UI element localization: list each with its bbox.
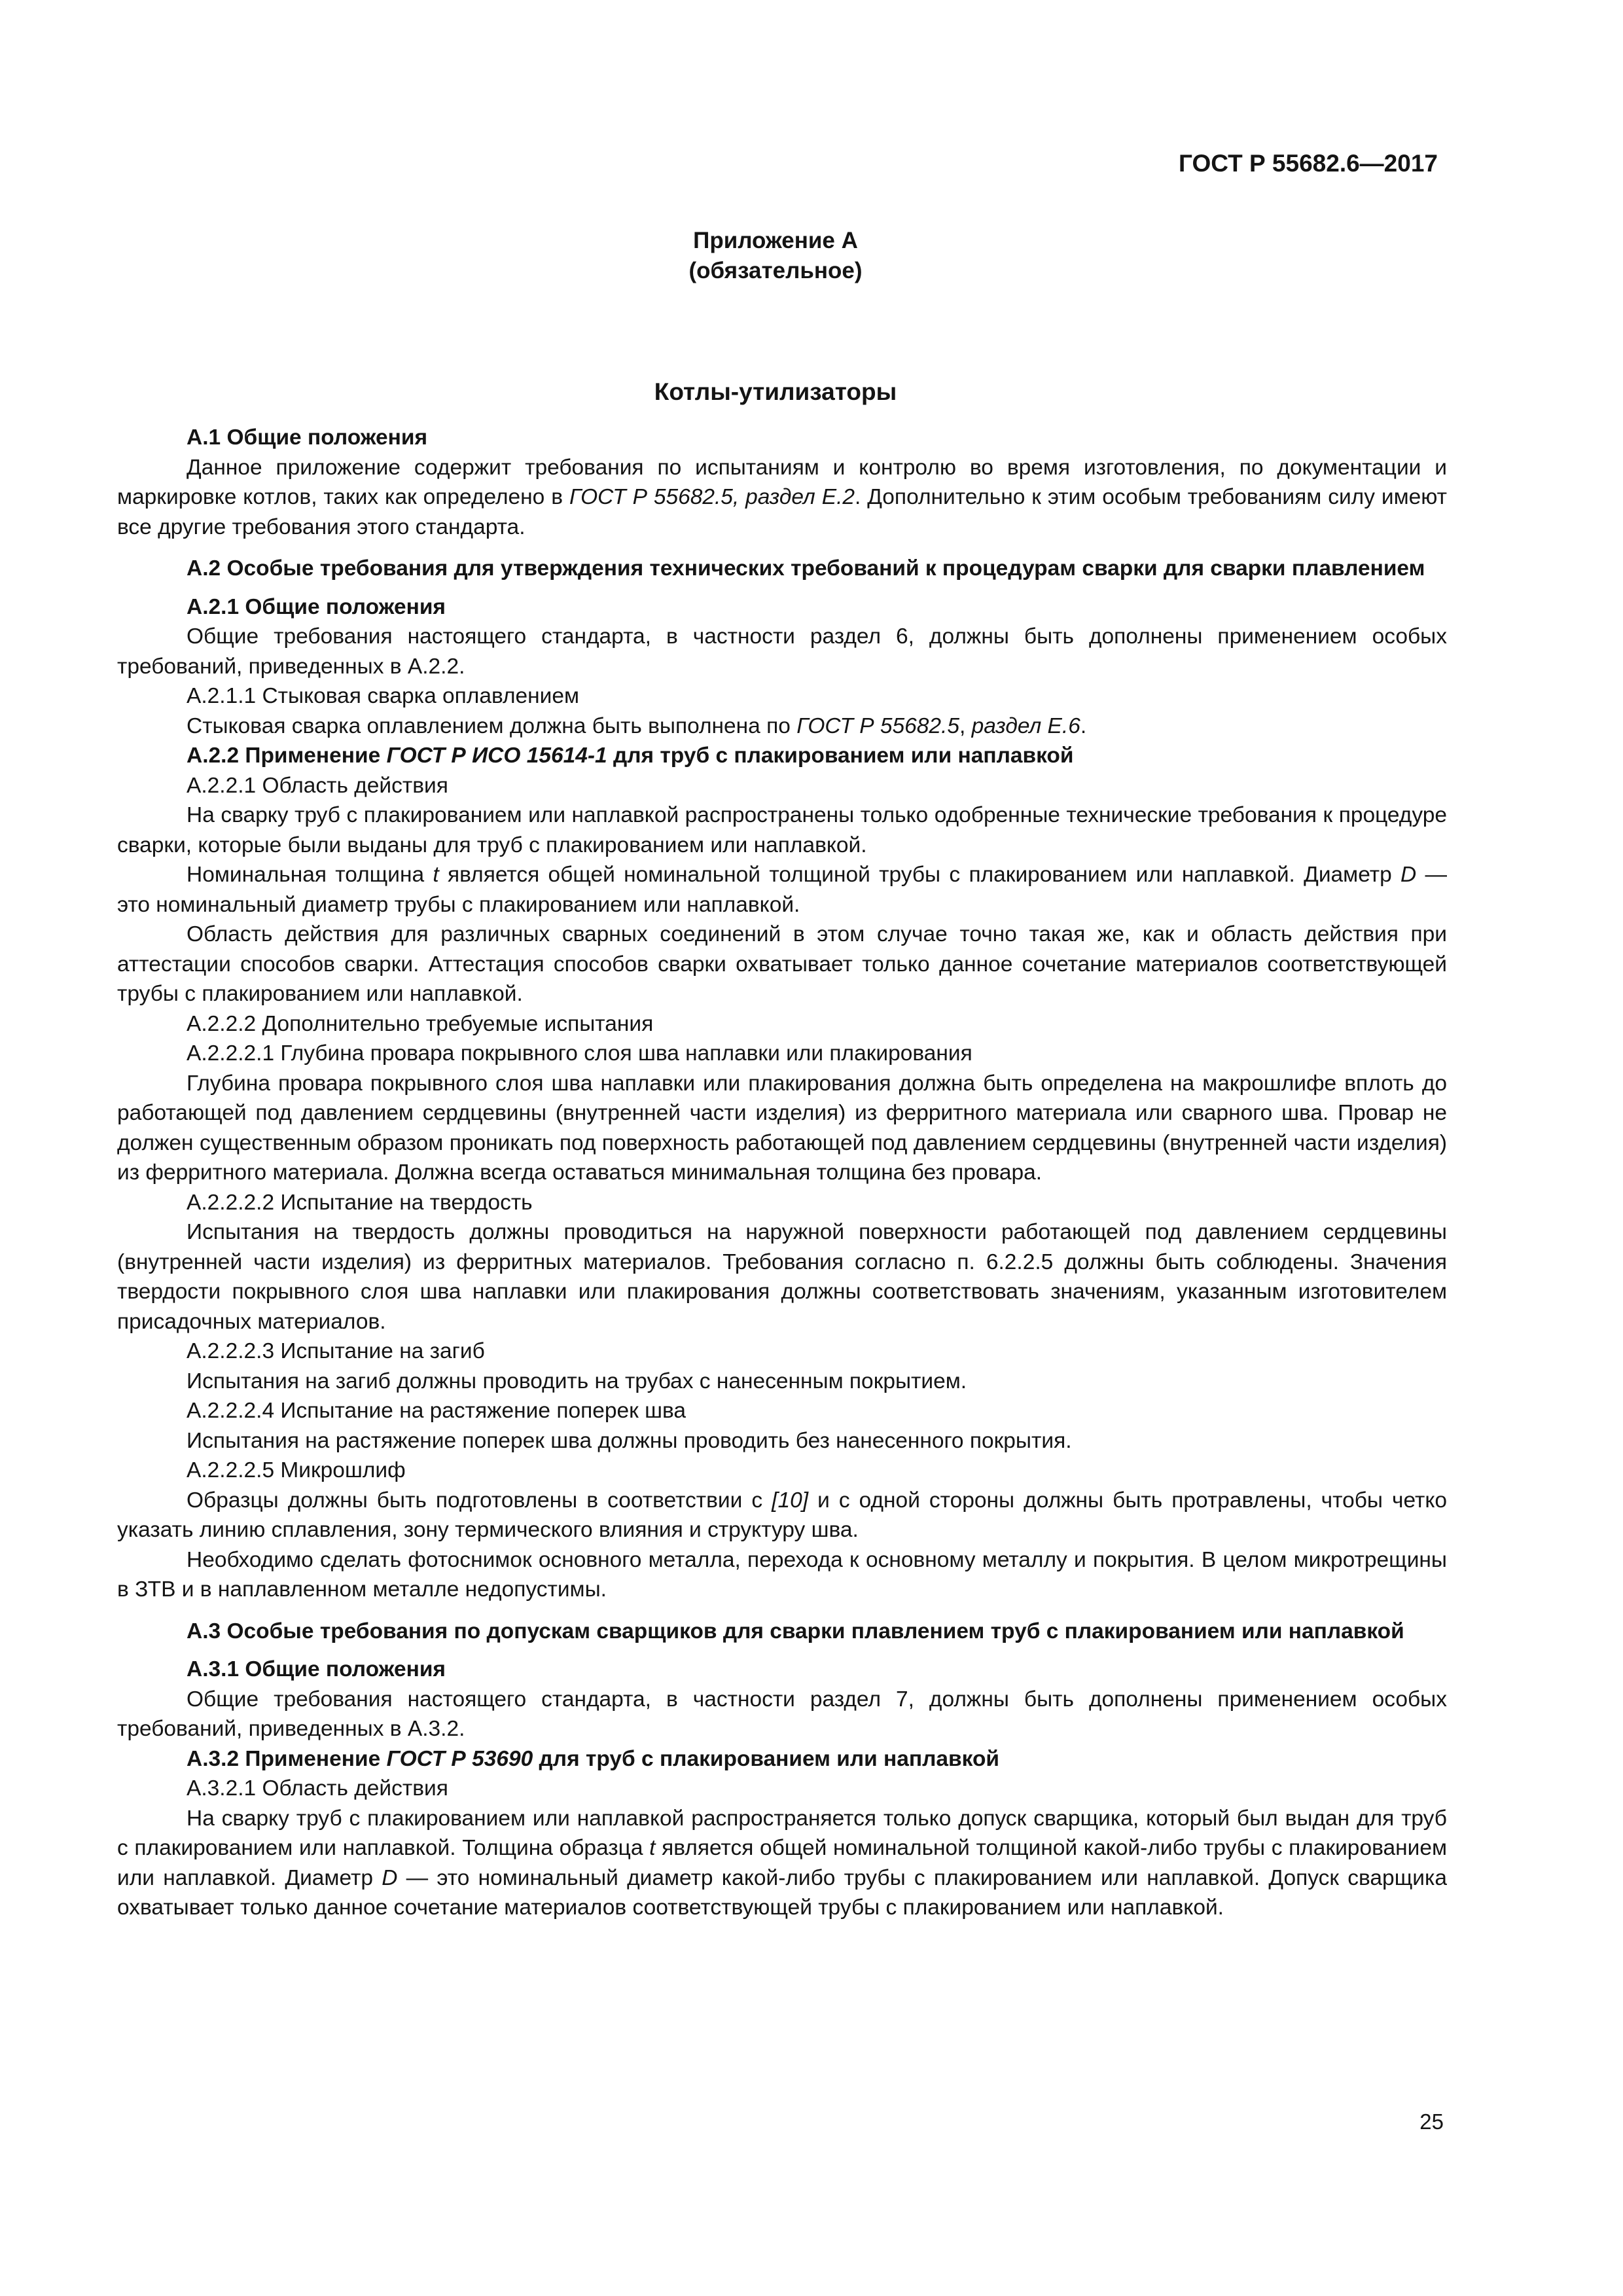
- section-a1-paragraph: Данное приложение содержит требования по испытаниям и контролю во время изготовления, по документации и маркировке котлов, таких как определено в ГОСТ Р 55682.5, раздел Е.2. Дополнительно к этим особым требованиям силу имеют все другие требования этого стандарта.: [117, 455, 1447, 539]
- section-a2224-title: А.2.2.2.4 Испытание на растяжение поперек шва: [187, 1399, 687, 1423]
- section-a221-title: А.2.2.1 Область действия: [187, 773, 448, 798]
- section-a2224-paragraph: Испытания на растяжение поперек шва должны проводить без нанесенного покрытия.: [187, 1428, 1072, 1453]
- section-a2222-paragraph: Испытания на твердость должны проводиться на наружной поверхности работающей под давлением сердцевины (внутренней части изделия) из ферритных материалов. Требования согласно п. 6.2.2.5 должны быть соблюдены. Значения твердости покрывного слоя шва наплавки или плакирования должны соответствовать значениям, указанным изготовителем присадочных материалов.: [117, 1220, 1447, 1334]
- page-title: Котлы-утилизаторы: [654, 378, 897, 405]
- section-a2223-title: А.2.2.2.3 Испытание на загиб: [187, 1339, 485, 1363]
- section-a21-heading: А.2.1 Общие положения: [187, 594, 446, 619]
- section-a2225-paragraph-2: Необходимо сделать фотоснимок основного металла, перехода к основному металлу и покрытия. В целом микротрещины в ЗТВ и в наплавленном металле недопустимы.: [117, 1547, 1447, 1602]
- section-a2225-paragraph-1: Образцы должны быть подготовлены в соответствии с [10] и с одной стороны должны быть протравлены, чтобы четко указать линию сплавления, зону термического влияния и структуру шва.: [117, 1488, 1447, 1542]
- section-a221-paragraph-2: Номинальная толщина t является общей номинальной толщиной трубы с плакированием или наплавкой. Диаметр D — это номинальный диаметр трубы с плакированием или наплавкой.: [117, 863, 1447, 917]
- section-a2221-title: А.2.2.2.1 Глубина провара покрывного слоя шва наплавки или плакирования: [187, 1041, 972, 1066]
- section-a3-heading: А.3 Особые требования по допускам сварщиков для сварки плавлением труб с плакированием или наплавкой: [187, 1619, 1404, 1643]
- section-a321-paragraph: На сварку труб с плакированием или наплавкой распространяется только допуск сварщика, который был выдан для труб с плакированием или наплавкой. Толщина образца t является общей номинальной толщиной какой-либо трубы с плакированием или наплавкой. Диаметр D — это номинальный диаметр какой-либо трубы с плакированием или наплавкой. Допуск сварщика охватывает только данное сочетание материалов соответствующей трубы с плакированием или наплавкой.: [117, 1806, 1448, 1920]
- section-a221-paragraph-3: Область действия для различных сварных соединений в этом случае точно такая же, как и область действия при аттестации способов сварки. Аттестация способов сварки охватывает только данное сочетание материалов соответствующей трубы с плакированием или наплавкой.: [117, 922, 1447, 1006]
- section-a2221-paragraph: Глубина провара покрывного слоя шва наплавки или плакирования должна быть определена на макрошлифе вплоть до работающей под давлением сердцевины (внутренней части изделия) из ферритного материала или сварного шва. Провар не должен существенным образом проникать под поверхность работающей под давлением сердцевины (внутренней части изделия) из ферритного материала. Должна всегда оставаться минимальная толщина без провара.: [117, 1071, 1447, 1185]
- section-a31-paragraph: Общие требования настоящего стандарта, в частности раздел 7, должны быть дополнены применением особых требований, приведенных в А.3.2.: [117, 1687, 1447, 1741]
- standard-reference: ГОСТ Р 55682.5, раздел Е.2: [569, 485, 855, 509]
- document-body: [117, 423, 1447, 1923]
- section-a2225-title: А.2.2.2.5 Микрошлиф: [187, 1458, 406, 1482]
- section-a2222-title: А.2.2.2.2 Испытание на твердость: [187, 1190, 533, 1215]
- standard-reference: ГОСТ Р 55682.5: [796, 713, 959, 738]
- standard-reference: ГОСТ Р ИСО 15614-1: [386, 744, 607, 768]
- section-a21-paragraph: Общие требования настоящего стандарта, в частности раздел 6, должны быть дополнены применением особых требований, приведенных в А.2.2.: [117, 624, 1447, 679]
- appendix-title: Приложение А: [693, 228, 858, 253]
- section-a32-heading: А.3.2 Применение ГОСТ Р 53690 для труб с плакированием или наплавкой: [187, 1746, 1000, 1771]
- section-a211-paragraph: Стыковая сварка оплавлением должна быть выполнена по ГОСТ Р 55682.5, раздел Е.6.: [187, 713, 1087, 738]
- bibliography-reference: [10]: [772, 1488, 809, 1513]
- section-a2223-paragraph: Испытания на загиб должны проводить на трубах с нанесенным покрытием.: [187, 1369, 967, 1393]
- section-a22-heading: А.2.2 Применение ГОСТ Р ИСО 15614-1 для труб с плакированием или наплавкой: [187, 744, 1074, 768]
- standard-reference: ГОСТ Р 53690: [386, 1746, 533, 1771]
- page-number: 25: [1419, 2109, 1444, 2134]
- section-a1-heading: А.1 Общие положения: [187, 425, 428, 450]
- section-reference: раздел Е.6: [971, 713, 1080, 738]
- appendix-status: (обязательное): [688, 258, 863, 283]
- section-a222-title: А.2.2.2 Дополнительно требуемые испытания: [187, 1011, 654, 1036]
- section-a211-title: А.2.1.1 Стыковая сварка оплавлением: [187, 684, 580, 708]
- section-a2-heading: А.2 Особые требования для утверждения технических требований к процедурам сварки для сварки плавлением: [187, 556, 1425, 581]
- section-a221-paragraph-1: На сварку труб с плакированием или наплавкой распространены только одобренные технические требования к процедуре сварки, которые были выданы для труб с плакированием или наплавкой.: [117, 803, 1447, 857]
- appendix-heading: [0, 226, 1551, 286]
- section-a321-title: А.3.2.1 Область действия: [187, 1776, 448, 1801]
- section-a31-heading: А.3.1 Общие положения: [187, 1657, 446, 1681]
- document-header: ГОСТ Р 55682.6—2017: [1179, 150, 1438, 177]
